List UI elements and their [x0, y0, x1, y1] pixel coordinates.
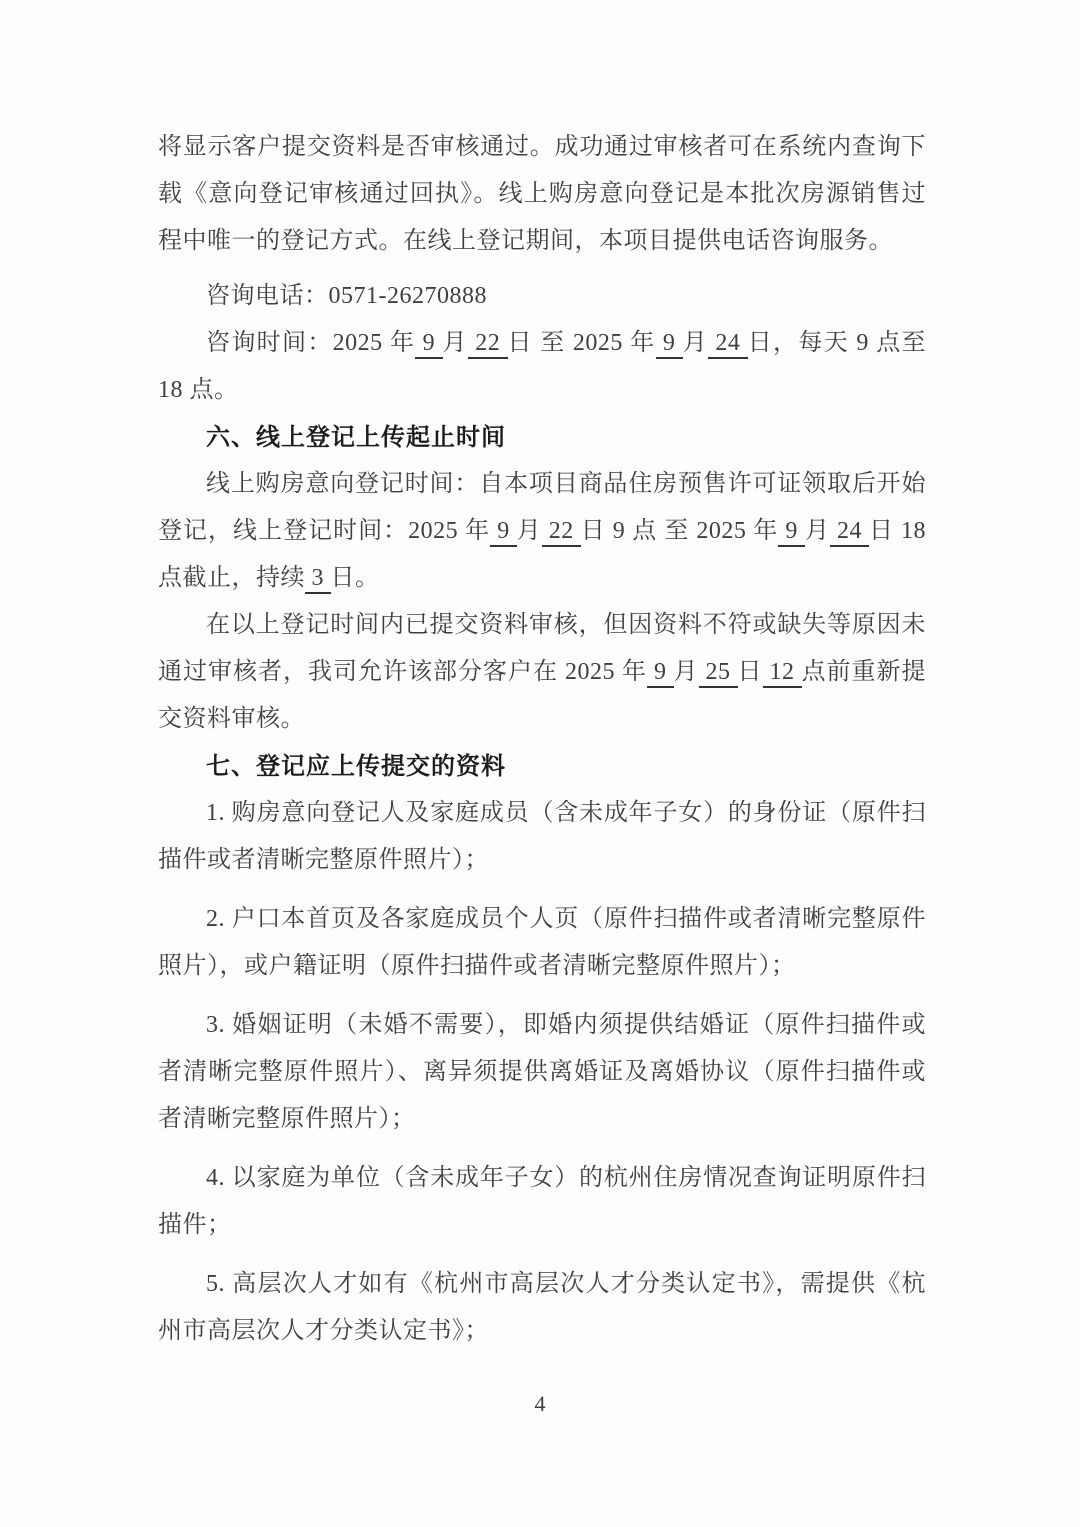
text-segment: 将显示客户提交资料是否审核通过。成功通过审核者可在系统内查询下载《意向登记审核通过回执》。线上购房意向登记是本批次房源销售过程中唯一的登记方式。在线上登记期间，本项目提供电话咨询服务。 [158, 134, 926, 254]
underlined-value: 22 [542, 518, 581, 547]
text-segment: 月 [673, 659, 699, 685]
text-segment: 日 9 点 至 2025 年 [580, 518, 779, 544]
para-resubmission [158, 602, 926, 743]
underlined-value: 9 [778, 518, 805, 547]
para-audit-result [158, 124, 926, 265]
item-5-talent-certificate [158, 1261, 926, 1355]
text-segment: 3. 婚姻证明（未婚不需要），即婚内须提供结婚证（原件扫描件或者清晰完整原件照片）、离异须提供离婚证及离婚协议（原件扫描件或者清晰完整原件照片）； [158, 1012, 926, 1132]
underlined-value: 9 [490, 518, 517, 547]
text-segment: 日 [737, 659, 763, 685]
item-2-household-register [158, 896, 926, 990]
text-segment: 线上购房意向登记时间：自本项目商品住房预售许可证领取后开始登记，线上登记时间：2025 年 [158, 471, 926, 544]
text-segment: 咨询电话：0571-26270888 [206, 283, 487, 309]
text-segment: 六、线上登记上传起止时间 [206, 424, 506, 451]
underlined-value: 24 [830, 518, 869, 547]
item-4-housing-status-certificate [158, 1155, 926, 1249]
underlined-value: 12 [763, 659, 802, 688]
para-registration-time [158, 461, 926, 602]
text-segment: 2. 户口本首页及各家庭成员个人页（原件扫描件或者清晰完整原件照片），或户籍证明（原件扫描件或者清晰完整原件照片）； [158, 906, 926, 979]
text-segment: 在以上登记时间内已提交资料审核，但因资料不符或缺失等原因未通过审核者，我司允许该部分客户在 2025 年 [158, 612, 926, 685]
para-consult-time [158, 320, 926, 414]
text-segment: 日，每天 9 点至 18 点。 [158, 330, 927, 403]
underlined-value: 3 [305, 565, 331, 594]
item-3-marriage-certificate [158, 1002, 926, 1143]
text-segment: 点前重新提交资料审核。 [158, 659, 926, 732]
text-segment: 月 [516, 518, 542, 544]
text-segment: 日。 [330, 565, 380, 591]
text-segment: 5. 高层次人才如有《杭州市高层次人才分类认定书》，需提供《杭州市高层次人才分类认定书》； [158, 1271, 926, 1344]
text-segment: 1. 购房意向登记人及家庭成员（含未成年子女）的身份证（原件扫描件或者清晰完整原件照片）； [158, 800, 926, 873]
underlined-value: 25 [699, 659, 738, 688]
page-number: 4 [534, 1391, 546, 1416]
underlined-value: 9 [647, 659, 674, 688]
text-segment: 日 18 点截止，持续 [158, 518, 927, 591]
document-content [158, 124, 926, 1355]
text-segment: 日 至 2025 年 [507, 330, 656, 356]
underlined-value: 22 [468, 330, 508, 359]
item-1-id-cards [158, 790, 926, 884]
text-segment: 月 [682, 330, 709, 356]
underlined-value: 9 [656, 330, 683, 359]
text-segment: 月 [804, 518, 830, 544]
text-segment: 咨询时间：2025 年 [206, 330, 416, 356]
underlined-value: 24 [708, 330, 748, 359]
underlined-value: 9 [415, 330, 442, 359]
para-consult-phone [158, 273, 926, 320]
page-footer [0, 1388, 1080, 1420]
text-segment: 4. 以家庭为单位（含未成年子女）的杭州住房情况查询证明原件扫描件； [158, 1165, 926, 1238]
heading-section-7 [158, 743, 926, 790]
heading-section-6 [158, 414, 926, 461]
text-segment: 七、登记应上传提交的资料 [206, 753, 506, 780]
text-segment: 月 [442, 330, 468, 356]
